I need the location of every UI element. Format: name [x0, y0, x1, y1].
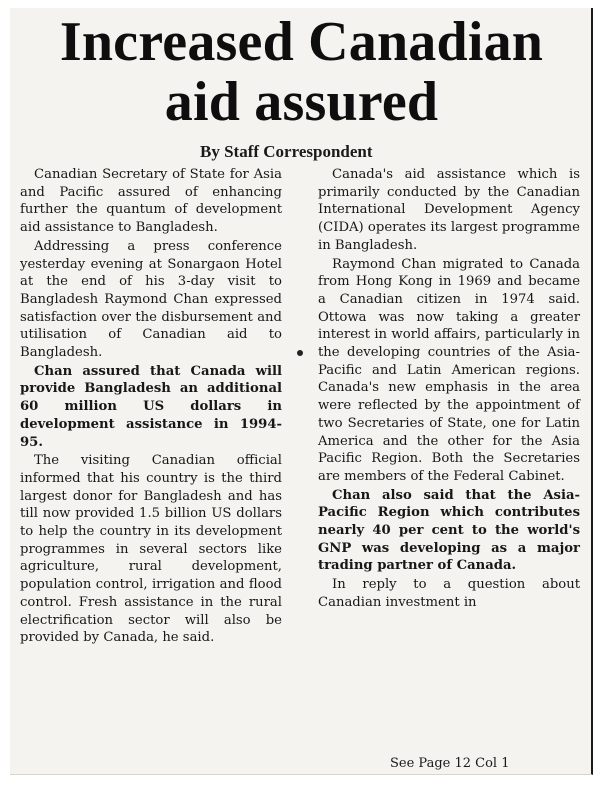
paragraph: Raymond Chan migrated to Canada from Hong Kong in 1969 and became a Canadian citizen in 1974 said. Ottowa was now taking a greater interest in world affairs, particularly in the developing countries of the Asia-Pacific and Latin American regions. Canada's new emphasis in the area were reflected by the appointment of two Secretaries of State, one for Latin America and the other for the Asia Pacific Region. Both the Secretaries are members of the Federal Cabinet. — [318, 256, 580, 484]
paragraph: Chan also said that the Asia-Pacific Region which contributes nearly 40 per cent to the world's GNP was developing as a major trading partner of Canada. — [318, 487, 580, 574]
byline: By Staff Correspondent — [200, 142, 373, 161]
paragraph: Canada's aid assistance which is primarily conducted by the Canadian International Development Agency (CIDA) operates its largest programme in Bangladesh. — [318, 167, 580, 253]
article-column-left — [20, 166, 282, 648]
paragraph: In reply to a question about Canadian investment in — [318, 577, 580, 610]
headline-line-1: Increased Canadian — [59, 11, 544, 73]
article-column-right — [318, 166, 580, 613]
bullet-mark — [297, 350, 303, 356]
headline — [10, 12, 593, 132]
paragraph: Chan assured that Canada will provide Bangladesh an additional 60 million US dollars in development assistance in 1994-95. — [20, 363, 282, 450]
paragraph: Addressing a press conference yesterday evening at Sonargaon Hotel at the end of his 3-day visit to Bangladesh Raymond Chan expressed satisfaction over the disbursement and utilisation of Canadian aid to Bangladesh. — [20, 238, 282, 361]
paragraph: The visiting Canadian official informed that his country is the third largest donor for Bangladesh and has till now provided 1.5 billion US dollars to help the country in its development programmes in several sectors like agriculture, rural development, population control, irrigation and flood control. Fresh assistance in the rural electrification sector will also be provided by Canada, he said. — [20, 453, 282, 646]
headline-line-2: aid assured — [164, 71, 439, 133]
paragraph: Canadian Secretary of State for Asia and Pacific assured of enhancing further the quantum of development aid assistance to Bangladesh. — [20, 167, 282, 236]
continued-on-line: See Page 12 Col 1 — [390, 756, 510, 771]
newspaper-clipping — [10, 8, 593, 775]
